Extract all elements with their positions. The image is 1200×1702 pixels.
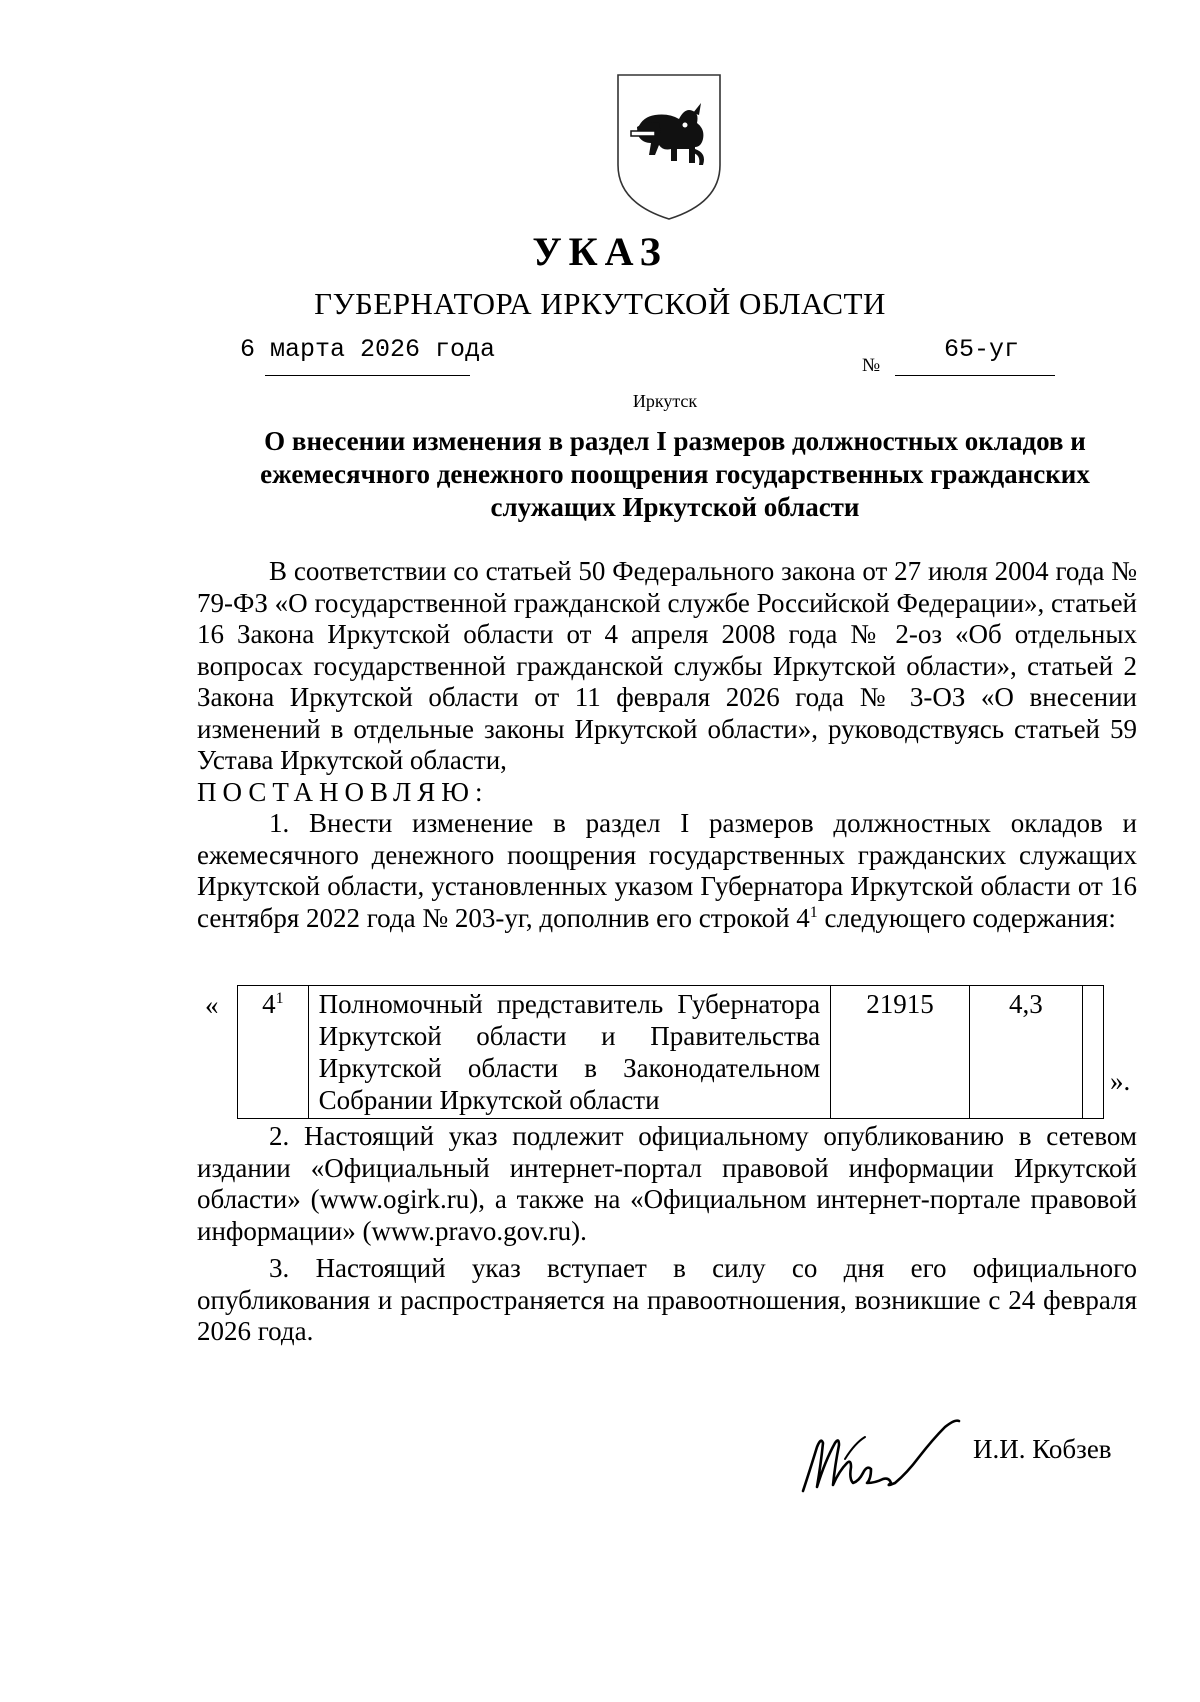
coefficient-cell: 4,3 [969,986,1082,1119]
amendment-table [237,985,1104,1119]
last-cell [1083,986,1104,1119]
document-body [197,556,1137,934]
signature-image [795,1413,965,1503]
section-1-text: 1. Внести изменение в раздел I размеров должностных окладов и ежемесячного денежного поощрения государственных гражданских служащих Иркутской области, установленных указом Губернатора Иркутской области от 16 сентября 2022 года № 203-уг, дополнив его строкой 4 [197,808,1137,933]
section-3: 3. Настоящий указ вступает в силу со дня его официального опубликования и распространяется на правоотношения, возникшие с 24 февраля 2026 года. [197,1253,1137,1346]
quote-open: « [205,990,219,1020]
document-city: Иркутск [632,391,698,411]
signer-name: И.И. Кобзев [973,1434,1112,1464]
preamble-paragraph: В соответствии со статьей 50 Федерального закона от 27 июля 2004 года № 79-ФЗ «О государственной гражданской службе Российской Федерации», статьей 16 Закона Иркутской области от 4 апреля 2008 года № 2-оз «Об отдельных вопросах государственной гражданской службы Иркутской области», статьей 2 Закона Иркутской области от 11 февраля 2026 года № 3-ОЗ «О внесении изменений в отдельные законы Иркутской области», руководствуясь статьей 59 Устава Иркутской области, [197,556,1137,775]
number-underline [895,375,1055,376]
document-number: 65-уг [944,335,1020,364]
position-cell: Полномочный представитель Губернатора Иркутской области и Правительства Иркутской области в Законодательном Собрании Иркутской области [308,986,831,1119]
decree-word: ПОСТАНОВЛЯЮ: [197,776,489,807]
date-underline [265,375,470,376]
number-sign: № [862,355,881,376]
row-number: 4 [262,989,276,1019]
salary-cell: 21915 [831,986,970,1119]
row-number-sup: 1 [275,990,284,1007]
document-subtitle: ГУБЕРНАТОРА ИРКУТСКОЙ ОБЛАСТИ [314,286,886,321]
table-row [238,986,1104,1119]
section-1-tail: следующего содержания: [824,902,1116,933]
quote-close: ». [1110,1066,1131,1096]
section-1-sup: 1 [809,903,818,921]
section-2: 2. Настоящий указ подлежит официальному опубликованию в сетевом издании «Официальный интернет-портал правовой информации Иркутской области» (www.ogirk.ru), а также на «Официальном интернет-портале правовой информации» (www.pravo.gov.ru). [197,1121,1137,1246]
section-2-block [197,1121,1137,1247]
document-title: УКАЗ [532,229,668,274]
row-number-cell [238,986,309,1119]
coat-of-arms-icon [615,73,723,221]
document-date: 6 марта 2026 года [240,335,496,364]
section-3-block [197,1253,1137,1348]
section-1 [197,808,1137,934]
document-heading: О внесении изменения в раздел I размеров должностных окладов и ежемесячного денежного поощрения государственных гражданских служащих Иркутской области [260,426,1090,522]
